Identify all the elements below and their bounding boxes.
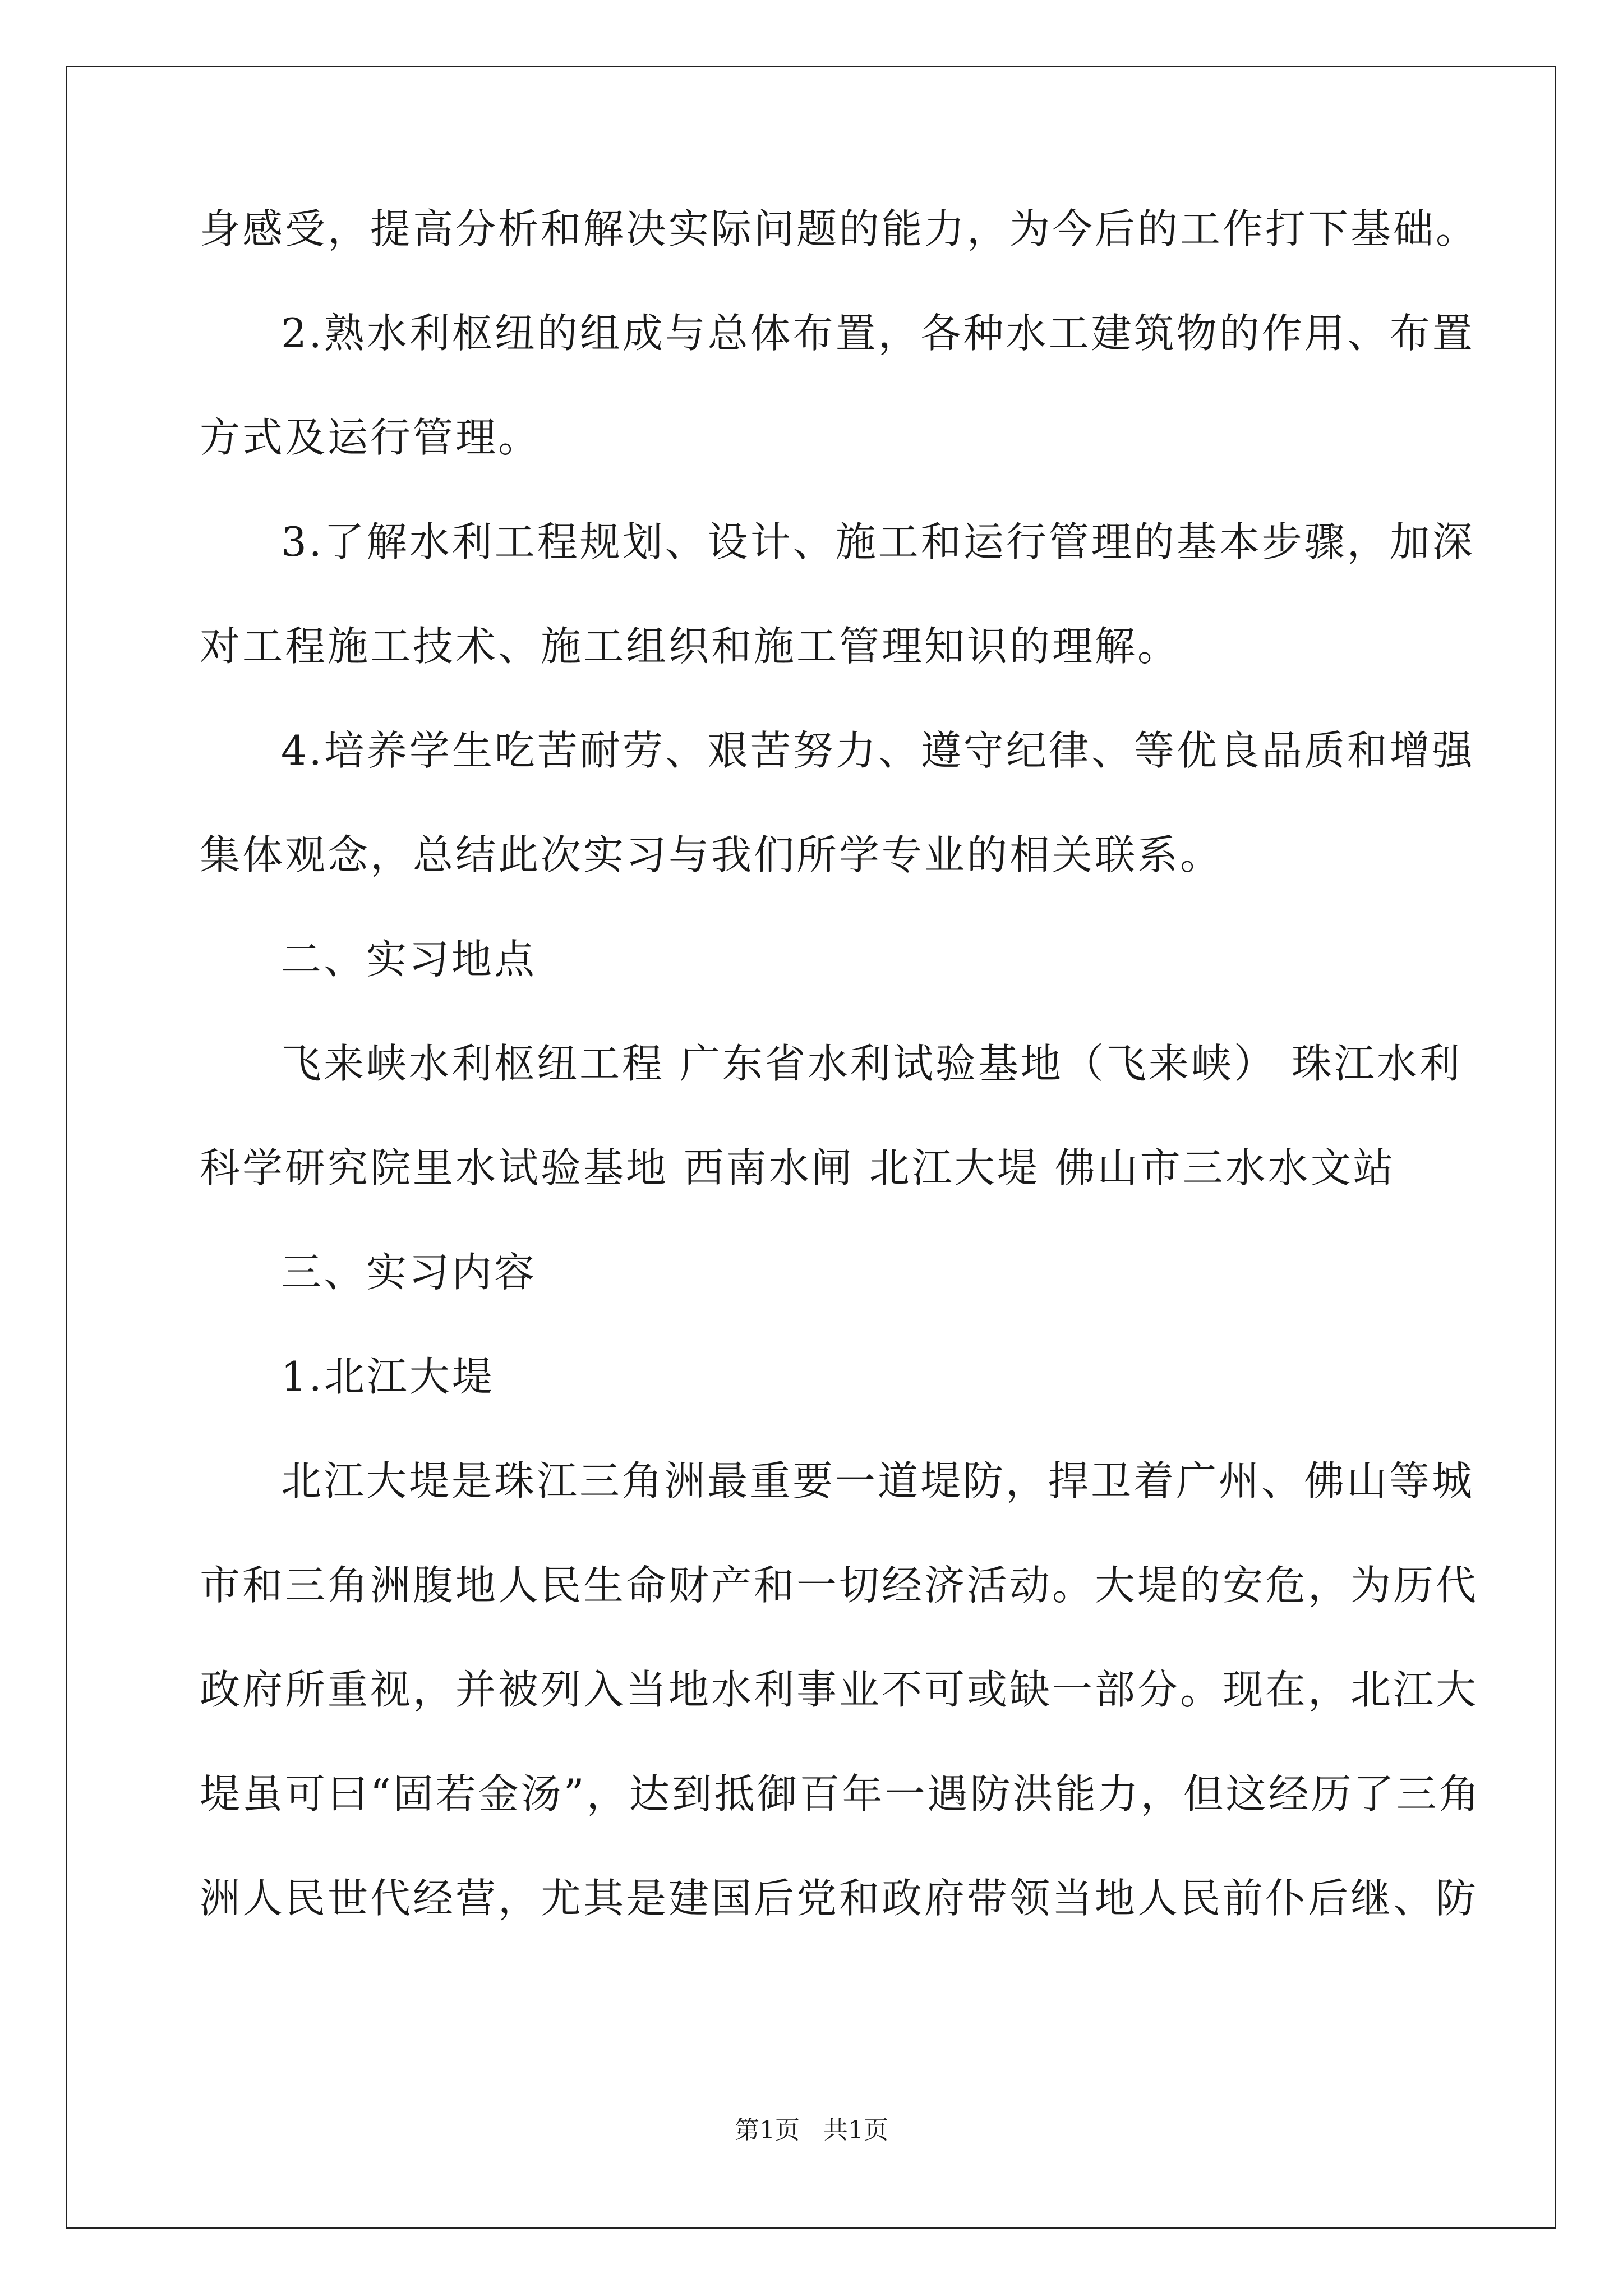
page-number-total: 共1页 [823, 2116, 888, 2145]
subsection-heading: 1.北江大堤 [281, 1353, 495, 1400]
paragraph-line: 飞来峡水利枢纽工程 广东省水利试验基地（飞来峡） 珠江水利 [281, 1040, 1462, 1087]
paragraph-line: 身感受，提高分析和解决实际问题的能力，为今后的工作打下基础。 [200, 205, 1479, 252]
paragraph-line: 2.熟水利枢纽的组成与总体布置，各种水工建筑物的作用、布置 [281, 310, 1475, 357]
paragraph-line: 3.了解水利工程规划、设计、施工和运行管理的基本步骤，加深 [281, 518, 1475, 565]
paragraph-line: 方式及运行管理。 [200, 414, 541, 461]
paragraph-line: 4.培养学生吃苦耐劳、艰苦努力、遵守纪律、等优良品质和增强 [281, 727, 1475, 774]
paragraph-line: 科学研究院里水试验基地 西南水闸 北江大堤 佛山市三水水文站 [200, 1144, 1396, 1191]
paragraph-line: 集体观念，总结此次实习与我们所学专业的相关联系。 [200, 831, 1223, 878]
paragraph-line: 堤虽可曰“固若金汤”，达到抵御百年一遇防洪能力，但这经历了三角 [200, 1770, 1482, 1818]
section-heading: 二、实习地点 [281, 936, 537, 983]
paragraph-line: 洲人民世代经营，尤其是建国后党和政府带领当地人民前仆后继、防 [200, 1875, 1479, 1922]
paragraph-line: 北江大堤是珠江三角洲最重要一道堤防，捍卫着广州、佛山等城 [281, 1457, 1475, 1504]
section-heading: 三、实习内容 [281, 1249, 537, 1296]
paragraph-line: 政府所重视，并被列入当地水利事业不可或缺一部分。现在，北江大 [200, 1666, 1479, 1713]
page-number-current: 第1页 [735, 2116, 800, 2145]
page-footer [0, 2115, 1623, 2146]
paragraph-line: 市和三角洲腹地人民生命财产和一切经济活动。大堤的安危，为历代 [200, 1562, 1479, 1609]
document-body [200, 202, 1482, 1976]
paragraph-line: 对工程施工技术、施工组织和施工管理知识的理解。 [200, 623, 1181, 670]
